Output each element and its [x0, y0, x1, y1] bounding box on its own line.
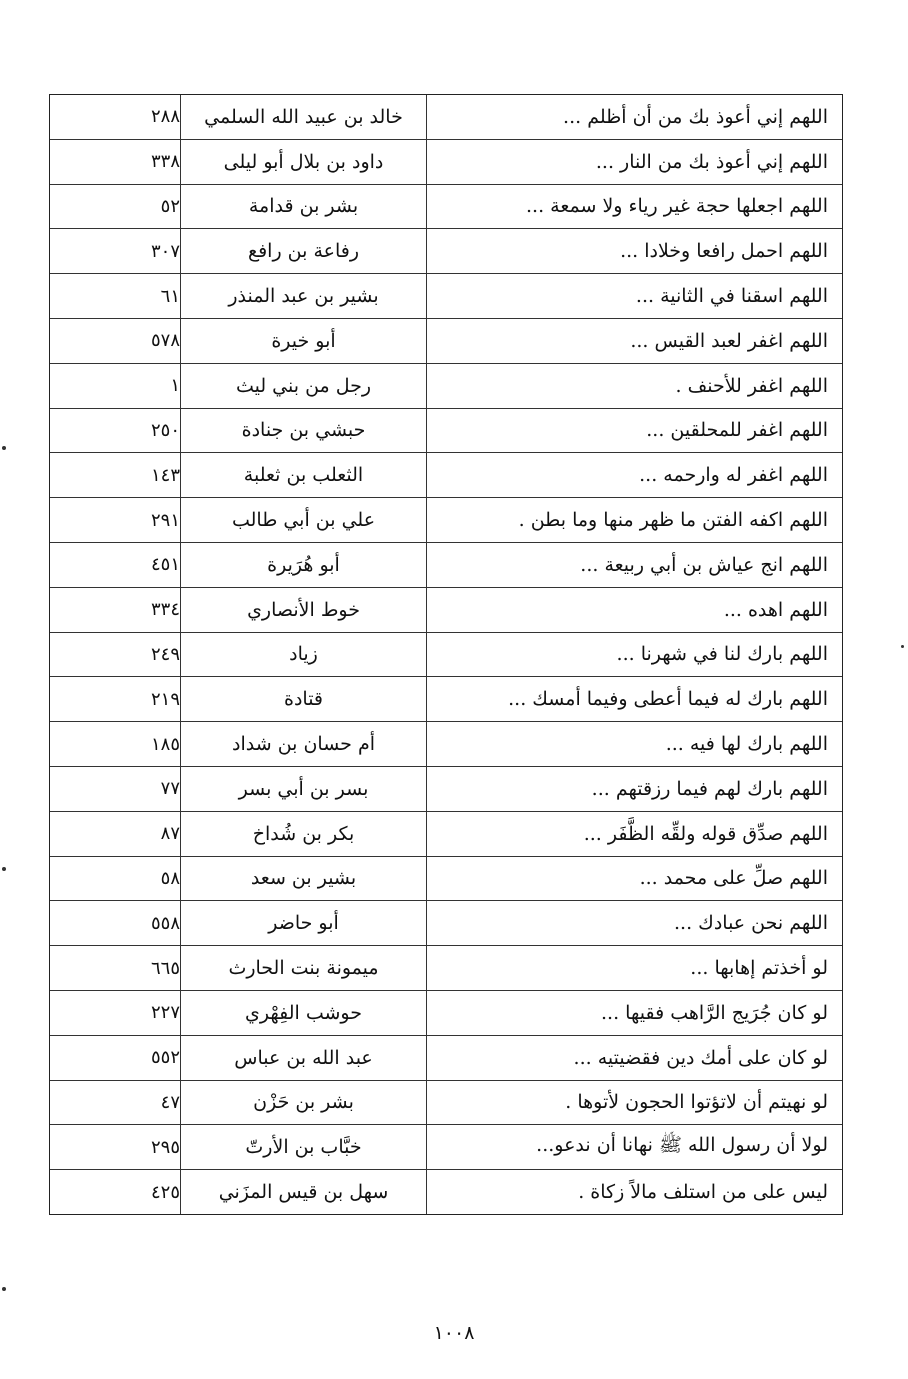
table-row	[50, 901, 842, 946]
table-row	[50, 319, 842, 364]
narrator-cell: سهل بن قيس المزَني	[180, 1170, 426, 1214]
narrator-cell: بسر بن أبي بسر	[180, 767, 426, 811]
margin-dot	[2, 446, 6, 450]
table-row	[50, 1036, 842, 1081]
table-row	[50, 498, 842, 543]
narrator-cell: علي بن أبي طالب	[180, 498, 426, 542]
page-ref-cell: ٨٧	[160, 823, 180, 845]
hadith-text-cell: اللهم صدِّق قوله ولقِّه الظَّفَر ...	[426, 812, 842, 856]
page-ref-cell: ٣٣٤	[150, 599, 180, 621]
hadith-text-cell: لو أخذتم إهابها ...	[426, 946, 842, 990]
hadith-text-cell: اللهم اغفر له وارحمه ...	[426, 453, 842, 497]
table-row	[50, 991, 842, 1036]
hadith-text-cell: اللهم اجعلها حجة غير رياء ولا سمعة ...	[426, 185, 842, 229]
page-ref-cell: ٤٢٥	[150, 1181, 180, 1203]
table-row	[50, 1170, 842, 1214]
table-row	[50, 140, 842, 185]
hadith-text-cell: اللهم انج عياش بن أبي ربيعة ...	[426, 543, 842, 587]
narrator-cell: الثعلب بن ثعلبة	[180, 453, 426, 497]
hadith-text-cell: اللهم اغفر للأحنف .	[426, 364, 842, 408]
hadith-text-cell: اللهم اكفه الفتن ما ظهر منها وما بطن .	[426, 498, 842, 542]
page-ref-cell: ٢٥٠	[150, 419, 180, 441]
narrator-cell: بشر بن حَزْن	[180, 1081, 426, 1125]
page-ref-cell: ٥٧٨	[150, 330, 180, 352]
hadith-text-cell: اللهم نحن عبادك ...	[426, 901, 842, 945]
page-ref-cell: ٣٣٨	[150, 151, 180, 173]
hadith-text-cell: اللهم إني أعوذ بك من النار ...	[426, 140, 842, 184]
page-ref-cell: ٥٨	[160, 867, 180, 889]
narrator-cell: أبو خيرة	[180, 319, 426, 363]
table-row	[50, 95, 842, 140]
narrator-cell: بكر بن شُداخ	[180, 812, 426, 856]
hadith-index-table	[49, 94, 843, 1215]
narrator-cell: رجل من بني ليث	[180, 364, 426, 408]
table-row	[50, 1081, 842, 1126]
narrator-cell: بشر بن قدامة	[180, 185, 426, 229]
hadith-text-cell: لو كان على أمك دين فقضيتيه ...	[426, 1036, 842, 1080]
hadith-text-cell: اللهم بارك لهم فيما رزقتهم ...	[426, 767, 842, 811]
page-ref-cell: ٥٥٢	[150, 1047, 180, 1069]
table-row	[50, 588, 842, 633]
hadith-text-cell: لولا أن رسول الله ﷺ نهانا أن ندعو...	[426, 1125, 842, 1169]
page-ref-cell: ١	[170, 375, 180, 397]
page-ref-cell: ٢٤٩	[150, 643, 180, 665]
table-row	[50, 185, 842, 230]
narrator-cell: بشير بن سعد	[180, 857, 426, 901]
page-ref-cell: ٦٦٥	[150, 957, 180, 979]
page-ref-cell: ٣٠٧	[150, 240, 180, 262]
margin-dot	[2, 1287, 6, 1291]
hadith-text-cell: اللهم اغفر لعبد القيس ...	[426, 319, 842, 363]
table-row	[50, 453, 842, 498]
margin-dot	[2, 867, 6, 871]
hadith-text-cell: اللهم صلِّ على محمد ...	[426, 857, 842, 901]
page-number: ١٠٠٨	[433, 1322, 475, 1344]
page-ref-cell: ١٨٥	[150, 733, 180, 755]
table-row	[50, 767, 842, 812]
narrator-cell: خوط الأنصاري	[180, 588, 426, 632]
page-ref-cell: ٦١	[160, 285, 180, 307]
narrator-cell: حبشي بن جنادة	[180, 409, 426, 453]
narrator-cell: أبو هُرَيرة	[180, 543, 426, 587]
table-row	[50, 229, 842, 274]
hadith-text-cell: اللهم احمل رافعا وخلادا ...	[426, 229, 842, 273]
narrator-cell: خبَّاب بن الأرتّ	[180, 1125, 426, 1169]
hadith-text-cell: لو كان جُرَيج الرَّاهب فقيها ...	[426, 991, 842, 1035]
page-ref-cell: ٤٥١	[150, 554, 180, 576]
page-ref-cell: ٢١٩	[150, 688, 180, 710]
hadith-text-cell: اللهم اهده ...	[426, 588, 842, 632]
hadith-text-cell: لو نهيتم أن لاتؤتوا الحجون لأتوها .	[426, 1081, 842, 1125]
table-row	[50, 364, 842, 409]
table-row	[50, 274, 842, 319]
table-row	[50, 946, 842, 991]
page-ref-cell: ٧٧	[160, 778, 180, 800]
hadith-text-cell: اللهم اسقنا في الثانية ...	[426, 274, 842, 318]
narrator-cell: بشير بن عبد المنذر	[180, 274, 426, 318]
page-ref-cell: ٢٢٧	[150, 1002, 180, 1024]
narrator-cell: أبو حاضر	[180, 901, 426, 945]
narrator-cell: داود بن بلال أبو ليلى	[180, 140, 426, 184]
page-ref-cell: ٤٧	[160, 1091, 180, 1113]
table-row	[50, 677, 842, 722]
hadith-text-cell: اللهم بارك له فيما أعطى وفيما أمسك ...	[426, 677, 842, 721]
narrator-cell: أم حسان بن شداد	[180, 722, 426, 766]
page-ref-cell: ٢٩١	[150, 509, 180, 531]
page-ref-cell: ٢٩٥	[150, 1136, 180, 1158]
page-ref-cell: ١٤٣	[150, 464, 180, 486]
table-row	[50, 812, 842, 857]
hadith-text-cell: اللهم اغفر للمحلقين ...	[426, 409, 842, 453]
hadith-text-cell: اللهم بارك لها فيه ...	[426, 722, 842, 766]
table-row	[50, 543, 842, 588]
narrator-cell: عبد الله بن عباس	[180, 1036, 426, 1080]
hadith-text-cell: ليس على من استلف مالاً زكاة .	[426, 1170, 842, 1214]
hadith-text-cell: اللهم إني أعوذ بك من أن أظلم ...	[426, 95, 842, 139]
table-row	[50, 633, 842, 678]
hadith-text-cell: اللهم بارك لنا في شهرنا ...	[426, 633, 842, 677]
table-row	[50, 722, 842, 767]
table-row	[50, 409, 842, 454]
narrator-cell: رفاعة بن رافع	[180, 229, 426, 273]
narrator-cell: ميمونة بنت الحارث	[180, 946, 426, 990]
table-row	[50, 857, 842, 902]
narrator-cell: قتادة	[180, 677, 426, 721]
table-row	[50, 1125, 842, 1170]
page-ref-cell: ٥٥٨	[150, 912, 180, 934]
page-ref-cell: ٥٢	[160, 195, 180, 217]
page-ref-cell: ٢٨٨	[150, 106, 180, 128]
narrator-cell: زياد	[180, 633, 426, 677]
narrator-cell: خالد بن عبيد الله السلمي	[180, 95, 426, 139]
narrator-cell: حوشب الفِهْري	[180, 991, 426, 1035]
margin-dot	[901, 645, 904, 648]
